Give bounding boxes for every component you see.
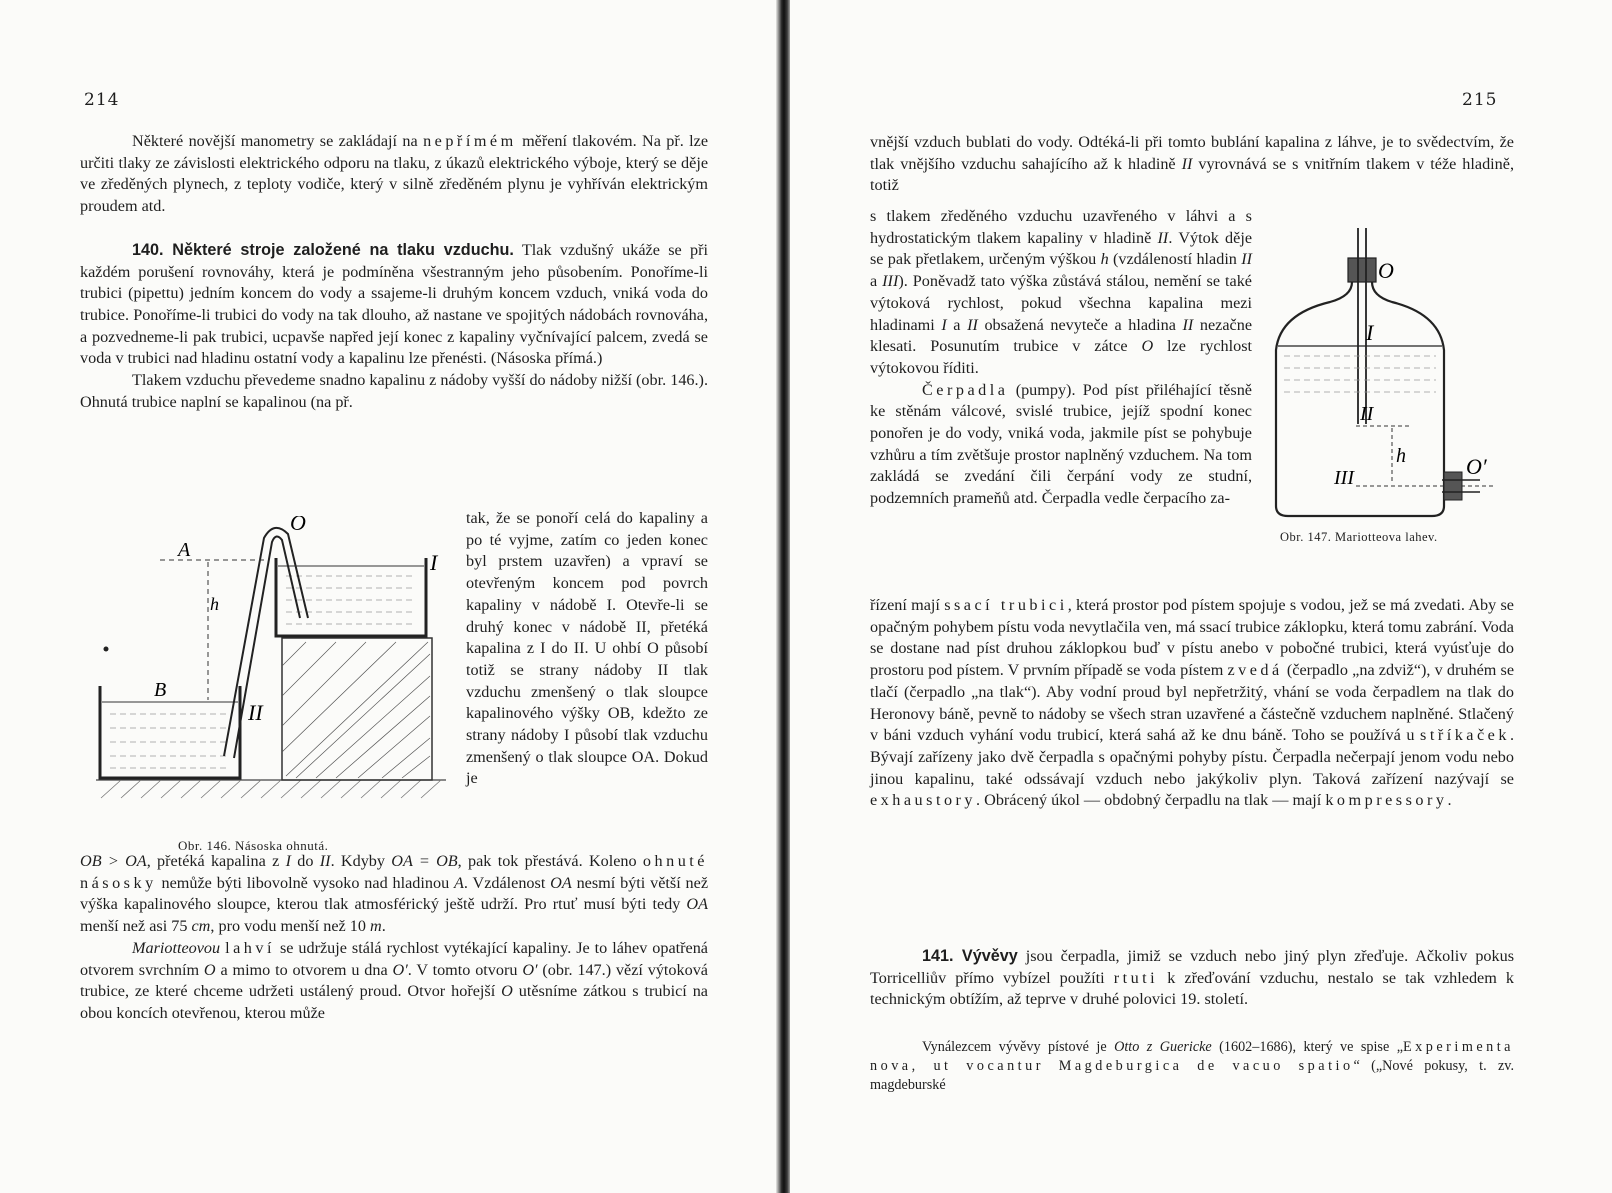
intro-paragraph (80, 131, 708, 218)
vessel-II (100, 686, 240, 778)
pumps-paragraph-start (870, 380, 1252, 510)
spaced-emphasis: zvedá (1227, 661, 1283, 680)
text-run: , pro vodu menší než 10 (210, 917, 370, 936)
italic-term: II (1157, 228, 1169, 247)
italic-term: m (369, 917, 382, 936)
bottle-outline (1276, 262, 1444, 516)
text-run: se udržuje stálá rychlost vytékající kapaliny. Je to láhev opatřená otvorem svrchním (80, 938, 708, 979)
text-run: (pumpy). Pod píst přiléhající těsně ke stěnám válcové, svislé trubice, jejíž spodní konec ponořen je do vody, vniká voda, jakmile píst se pohybuje vzhůru a tím zvětšuje prostor naplněný vzduchem. Na tom zakládá se zvedání čili čerpání vody ze studní, podzemních prameňů atd. Čerpadla vedle čerpacího za- (870, 380, 1252, 508)
label-O: O (290, 516, 306, 535)
text-run: , která prostor pod pístem spojuje s vodou, jež se má zvedati. Aby se opačným pohybem pístu voda nevytlačila ven, má ssací trubice záklopku, která tomu zabrání. Voda se dostane nad píst druhou záklopkou buď v pístu anebo v pobočné trubici, která vyúsťuje do prostoru pod pístem. V prvním případě se voda pístem (870, 596, 1514, 680)
italic-term: OB > OA (80, 852, 147, 870)
text-run: k zřeďování vzduchu, nestalo se tak vzhledem k technickým obtížím, až teprve v druhé polovici 19. století. (870, 968, 1514, 1009)
label-h: h (210, 594, 219, 614)
text-run: (vzdáleností hladin (1108, 250, 1242, 269)
spaced-emphasis: stříkaček (1420, 726, 1510, 745)
spaced-emphasis: Čerpadla (922, 380, 1009, 399)
text-run: Některé novější manometry se zakládají na (132, 132, 424, 150)
text-run: a (870, 272, 883, 291)
siphon-tube (224, 528, 308, 758)
siphon-paragraph-start: Tlakem vzduchu převedeme snadno kapalinu z nádoby vyšší do nádoby nižší (obr. 146.). Ohnutá trubice naplní se kapalinou (na př. (80, 371, 708, 411)
text-run: . Obrácený úkol — obdobný čerpadlu na tlak — mají (976, 791, 1326, 810)
pumps-paragraph-continued (870, 595, 1514, 812)
text-run: . (381, 917, 386, 936)
text-run: utěsníme zátkou s trubicí na obou koncích otevřenou, kterou může (80, 982, 708, 1022)
text-run: . Kdyby (330, 852, 392, 870)
text-run: menší než asi 75 (80, 917, 192, 936)
text-run: obsažená nevyteče a hladina (977, 315, 1183, 334)
italic-term: O′ (392, 960, 408, 979)
label-B: B (154, 679, 167, 701)
text-run: . Vzdálenost (463, 873, 551, 892)
text-run: lze rychlost výtokovou říditi. (870, 337, 1252, 377)
pedestal-block (282, 638, 432, 780)
text-run: , přetéká kapalina z (146, 852, 286, 870)
figure-146-caption: Obr. 146. Násoska ohnutá. (178, 838, 329, 853)
text-run: . Výtok děje se pak přetlakem, určeným výškou (870, 228, 1253, 269)
label-I: I (1366, 320, 1374, 345)
label-A: A (178, 539, 191, 561)
spaced-emphasis: lahví (225, 938, 275, 957)
ground-hatching (96, 780, 446, 798)
italic-term: OA = OB (391, 852, 458, 870)
guericke-paragraph (870, 1038, 1514, 1095)
text-run: a (946, 315, 968, 334)
text-run: vyrovnává se s vnitřním tlakem v téže hladině, totiž (870, 154, 1514, 195)
text-run: do (290, 852, 320, 870)
text-run: nesmí býti větší než výška kapalinového sloupce, kterou tlak atmosférický ještě udrží. Pro rtuť musí býti tedy (80, 873, 709, 914)
italic-term: II (1181, 154, 1193, 173)
spaced-emphasis: exhaustory (870, 791, 977, 810)
text-run: . (1447, 791, 1452, 810)
left-page-bottom-text (80, 851, 708, 1025)
text-run: nezačne klesati. Posunutím trubice v zátce (870, 315, 1253, 356)
italic-term: OA (550, 873, 572, 892)
siphon-paragraph-end (80, 851, 708, 938)
siphon-paragraph-wrap (466, 508, 708, 790)
mariotte-paragraph (80, 938, 708, 1025)
text-run: (1602–1686), který ve spise „ (1211, 1039, 1403, 1055)
text-run: (čerpadlo „na zdviž“), v druhém se tlačí (čerpadlo „na tlak“). Aby vodní proud byl nepřetržitý, vhání se voda čerpadlem na tlak do Heronovy báně, pevně to nádoby se všech stran uzavřené a částečně vzduchem naplněné. Stlačený v báni vzduch vyhání vodu trubicí, která sahá až ke dnu báně. Toho se používá u (870, 661, 1514, 745)
text-run: a mimo to otvorem u dna (215, 960, 393, 979)
right-page (790, 0, 1612, 1193)
stopper-O (1348, 258, 1376, 282)
spaced-emphasis: Experimenta nova, ut vocantur Magdeburgica de vacuo spatio (870, 1039, 1514, 1074)
section-140-heading: 140. Některé stroje založené na tlaku vzduchu. (132, 240, 514, 259)
text-run: . V tomto otvoru (407, 960, 523, 979)
italic-term: O′ (522, 960, 538, 979)
italic-term: cm (191, 917, 211, 936)
liquid-hatch (1284, 356, 1436, 392)
label-O-prime: O′ (1466, 454, 1487, 479)
text-run: Vynálezcem vývěvy pístové je (922, 1039, 1115, 1055)
section-140-paragraph (80, 240, 708, 370)
italic-term: Otto z Guericke (1114, 1039, 1212, 1055)
section-141-block (870, 946, 1514, 1011)
guericke-small-print (870, 1038, 1514, 1095)
text-run: , pak tok přestává. Koleno (457, 852, 643, 870)
text-run: . Bývají zařízeny jako dvě čerpadla s opačnými pohyby pístu. Čerpadla nečerpají jenom vodu nebo jinou kapalinu, také odssávají vzduch nebo jakýkoliv plyn. Taková zařízení nazývají se (870, 726, 1514, 788)
text-run: vnější vzduch bublati do vody. Odtéká-li při tomto bublání kapalina z láhve, je to svědectvím, že tlak vnějšího vzduchu sahajícího až k hladině (870, 133, 1514, 173)
mariotte-continuation (870, 132, 1514, 197)
section-140-text: Tlak vzdušný ukáže se při každém porušení rovnováhy, která je podmíněna všestranným jeho působením. Ponoříme-li trubici (pipettu) jedním koncem do vody a ssajeme-li druhým koncem vzduch, vniká voda do trubice. Ponoříme-li trubici do vody na tak dlouho, až nastane ve spojitých nádobách rovnováha, a pozvedneme-li pak trubici, ucpavše napřed její konec z kapaliny vyčnívající palcem, zvedá se voda v trubici nad hladinu ostatní vody a kapalinu lze přenésti. (Násoska přímá.) (80, 240, 708, 368)
label-O: O (1378, 258, 1394, 283)
section-141-heading: 141. Vývěvy (922, 947, 1018, 965)
stray-dot (104, 647, 109, 652)
text-run: “ („Nové pokusy, t. zv. magdeburské (870, 1058, 1514, 1093)
label-I: I (430, 550, 438, 575)
right-page-pumps-text (870, 595, 1514, 812)
text-run: jsou čerpadla, jimiž se vzduch nebo jiný plyn zřeďuje. Ačkoliv pokus Torricelliův přímo vybízel použíti (870, 947, 1514, 987)
italic-term: II (967, 315, 978, 334)
section-141-paragraph (870, 946, 1514, 1011)
label-II: II (1360, 403, 1374, 425)
italic-term: h (1100, 250, 1109, 269)
label-III: III (1334, 467, 1354, 489)
text-run: ). Poněvadž tato výška zůstává stálou, nemění se také výtoková rychlost, pokud všechna kapalina mezi hladinami (870, 272, 1252, 334)
text-run: měření tlakovém. Na př. lze určiti tlaky ze závislosti elektrického odporu na tlaku, z úkazů elektrického výboje, který se děje ve zředěných plynech, z teploty vodiče, který v silně zředěném plynu je vyhříván elektrickým proudem atd. (80, 132, 709, 216)
italic-term: II (1241, 250, 1253, 269)
guide-lines (160, 560, 420, 700)
mariotte-continuation-wrap (870, 206, 1252, 380)
spaced-emphasis: rtuti (1113, 968, 1159, 987)
vessel-I (276, 558, 426, 636)
spaced-emphasis: ssací trubici (944, 596, 1068, 614)
text-run: (obr. 147.) vězí výtoková trubice, ze které chceme udržeti ustálený proud. Otvor hořejší (80, 960, 708, 1001)
figure-146-siphon (96, 516, 456, 836)
italic-term: OA (686, 895, 708, 914)
italic-term: I (285, 852, 291, 870)
right-page-wrap-text (870, 206, 1252, 510)
text-run: nemůže býti libovolně vysoko nad hladinou (156, 873, 455, 892)
italic-term: II (319, 852, 331, 870)
spaced-emphasis: nepřímém (423, 132, 517, 150)
spaced-emphasis: ohnuté násosky (80, 852, 708, 892)
italic-term: Mariotteovou (132, 938, 221, 957)
italic-term: II (1182, 315, 1194, 334)
spaced-emphasis: kompressory (1325, 791, 1448, 810)
left-page-top-text (80, 131, 708, 413)
label-h: h (1396, 445, 1406, 467)
left-page (0, 0, 780, 1193)
right-page-top-text (870, 132, 1514, 197)
italic-term: O (501, 982, 513, 1001)
italic-term: III (882, 272, 899, 291)
central-tube (1358, 228, 1366, 424)
left-page-number: 214 (84, 90, 120, 110)
italic-term: O (1141, 337, 1154, 356)
siphon-wrap-text: tak, že se ponoří celá do kapaliny a po té vyjme, zatím co jeden konec byl prstem uzavřen) a vpraví se otevřeným koncem pod povrch kapaliny v nádobě I. Otevře-li se druhý konec v nádobě II, přetéká kapalina z I do II. U ohbí O působí totiž se strany nádoby II tlak vzduchu zmenšený o tlak sloupce kapalinového výšky OB, kdežto ze strany nádoby I působí tlak vzduchu zmenšený o tlak sloupce OA. Dokud je (466, 509, 708, 788)
right-page-number: 215 (1462, 90, 1498, 110)
text-run: řízení mají (870, 596, 945, 614)
figure-147-caption: Obr. 147. Mariotteova lahev. (1280, 530, 1438, 544)
italic-term: I (941, 315, 947, 334)
label-II: II (248, 700, 263, 725)
text-run: s tlakem zředěného vzduchu uzavřeného v láhvi a s hydrostatickým tlakem kapaliny v hladině (870, 207, 1252, 247)
figure-147-mariotte-bottle (1260, 222, 1520, 522)
italic-term: O (203, 960, 216, 979)
italic-term: A (454, 873, 464, 892)
